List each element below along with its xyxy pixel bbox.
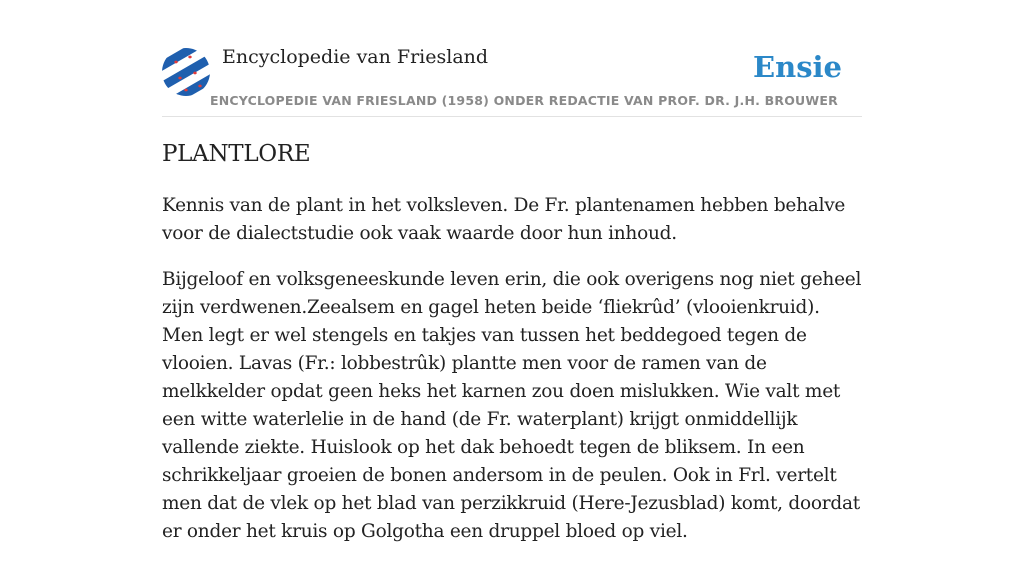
site-subtitle: ENCYCLOPEDIE VAN FRIESLAND (1958) ONDER REDACTIE VAN PROF. DR. J.H. BROUWER: [210, 93, 838, 108]
article-paragraph: Bijgeloof en volksgeneeskunde leven erin, die ook overigens nog niet geheel zijn verdwenen.Zeealsem en gagel heten beide ‘fliekrûd’ (vlooienkruid). Men legt er wel stengels en takjes van tussen het beddegoed tegen de vlooien. Lavas (Fr.: lobbestrûk) plantte men voor de ramen van de melkkelder opdat geen heks het karnen zou doen mislukken. Wie valt met een witte waterlelie in de hand (de Fr. waterplant) krijgt onmiddellijk vallende ziekte. Huislook op het dak behoedt tegen de bliksem. In een schrikkeljaar groeien de bonen andersom in de peulen. Ook in Frl. vertelt men dat de vlek op het blad van perzikkruid (Here-Jezusblad) komt, doordat er onder het kruis op Golgotha een druppel bloed op viel.: [162, 269, 862, 542]
article: [162, 138, 862, 564]
frisian-flag-icon[interactable]: [162, 48, 210, 96]
article-paragraph: Kennis van de plant in het volksleven. De Fr. plantenamen hebben behalve voor de dialectstudie ook vaak waarde door hun inhoud.: [162, 195, 846, 244]
site-title[interactable]: Encyclopedie van Friesland: [222, 46, 489, 68]
brand-logo-ensie[interactable]: Ensie: [753, 50, 842, 84]
article-title: PLANTLORE: [162, 141, 311, 167]
site-header: [162, 44, 862, 117]
